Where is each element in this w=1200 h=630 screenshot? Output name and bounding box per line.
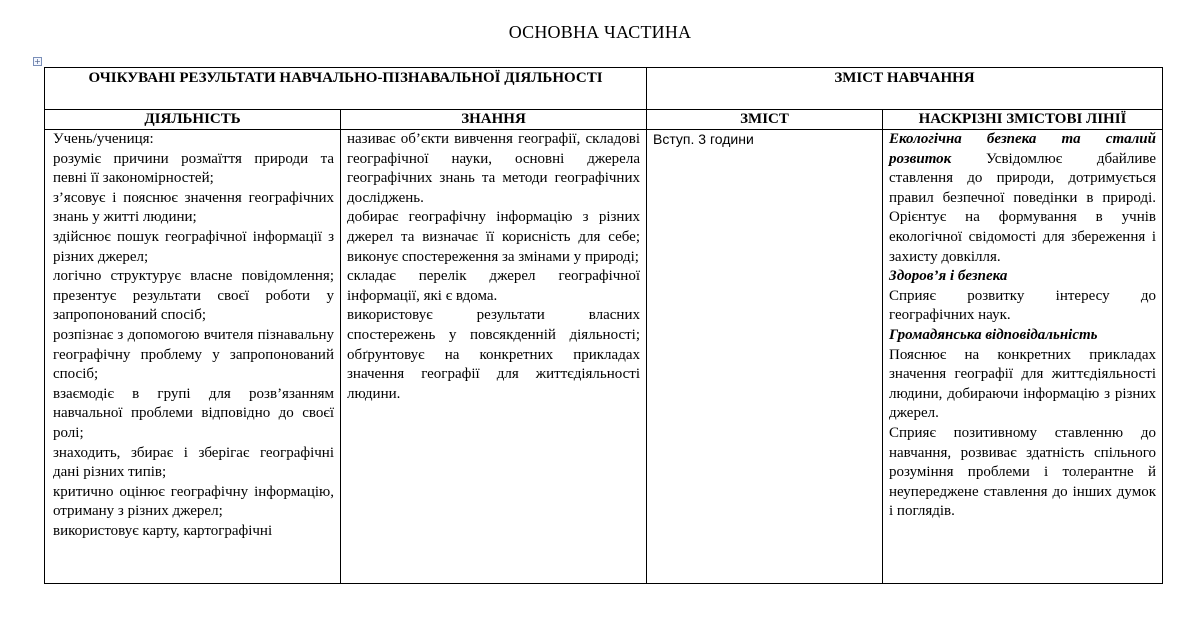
column-header-activity: ДІЯЛЬНІСТЬ: [45, 110, 341, 130]
activity-line: логічно структурує власне повідомлення; презентує результати своєї роботи у запропонований спосіб;: [53, 268, 334, 324]
column-header-content: ЗМІСТ: [647, 110, 883, 130]
activity-line: взаємодіє в групі для розв’язанням навчальної проблеми відповідно до своєї ролі;: [53, 385, 334, 441]
activity-line: критично оцінює географічну інформацію, отриману з різних джерел;: [53, 483, 334, 520]
activity-line: Учень/учениця:: [53, 131, 154, 147]
cross-line-eco: [889, 130, 1156, 267]
cross-line-health-title: Здоров’я і безпека: [889, 268, 1008, 285]
group-header-expected-results: ОЧІКУВАНІ РЕЗУЛЬТАТИ НАВЧАЛЬНО-ПІЗНАВАЛЬНОЇ ДІЯЛЬНОСТІ: [45, 68, 647, 110]
cross-line-civic-text: Пояснює на конкретних прикладах значення географії для життєдіяльності людини, добираючи інформацію з різних джерел.: [889, 346, 1156, 422]
cross-line-civic-title: Громадянська відповідальність: [889, 326, 1098, 343]
knowledge-line: складає перелік джерел географічної інформації, які є вдома.: [347, 268, 640, 304]
knowledge-line: добирає географічну інформацію з різних джерел та визначає її корисність для себе; виконує спостереження за змінами у природі;: [347, 209, 640, 265]
content-text: Вступ. 3 години: [653, 131, 754, 147]
cross-line-civic-text: Сприяє позитивному ставленню до навчання, розвиває здатність спільного розуміння проблеми і толерантне й неупереджене ставлення до інших думок і поглядів.: [889, 424, 1156, 520]
column-header-cross-lines: НАСКРІЗНІ ЗМІСТОВІ ЛІНІЇ: [883, 110, 1163, 130]
cross-line-eco-title: Екологічна безпека та сталий розвиток: [889, 131, 1156, 167]
activity-line: розуміє причини розмаїття природи та певні її закономірностей;: [53, 150, 334, 187]
group-header-learning-content: ЗМІСТ НАВЧАННЯ: [647, 68, 1163, 110]
table-move-handle[interactable]: +: [34, 57, 41, 66]
cross-line-eco-text: Усвідомлює дбайливе ставлення до природи, дотримується правил безпечної поведінки в природі. Орієнтує на формування в учнів екологічної свідомості для збереження і захисту довкілля.: [889, 150, 1156, 265]
cross-line-health-text: Сприяє розвитку інтересу до географічних наук.: [889, 287, 1156, 324]
activity-line: з’ясовує і пояснює значення географічних знань у житті людини;: [53, 189, 334, 226]
curriculum-table: [44, 67, 1163, 584]
cross-lines-cell[interactable]: [883, 130, 1163, 584]
activity-line: використовує карту, картографічні: [53, 522, 273, 539]
content-cell[interactable]: [647, 130, 883, 584]
page-title: ОСНОВНА ЧАСТИНА: [508, 22, 692, 42]
activity-cell[interactable]: [45, 130, 341, 584]
activity-line: розпізнає з допомогою вчителя пізнавальну географічну проблему у запропонований спосіб;: [53, 326, 334, 383]
knowledge-line: використовує результати власних спостережень у повсякденній діяльності; обґрунтовує на конкретних прикладах значення географії для життєдіяльності людини.: [347, 307, 640, 402]
knowledge-cell[interactable]: [341, 130, 647, 584]
activity-line: здійснює пошук географічної інформації з різних джерел;: [53, 228, 334, 265]
knowledge-line: називає об’єкти вивчення географії, складові географічної науки, основні джерела географічних знань та методи географічних досліджень.: [347, 131, 640, 206]
column-header-knowledge: ЗНАННЯ: [341, 110, 647, 130]
activity-line: знаходить, збирає і зберігає географічні дані різних типів;: [53, 444, 334, 481]
